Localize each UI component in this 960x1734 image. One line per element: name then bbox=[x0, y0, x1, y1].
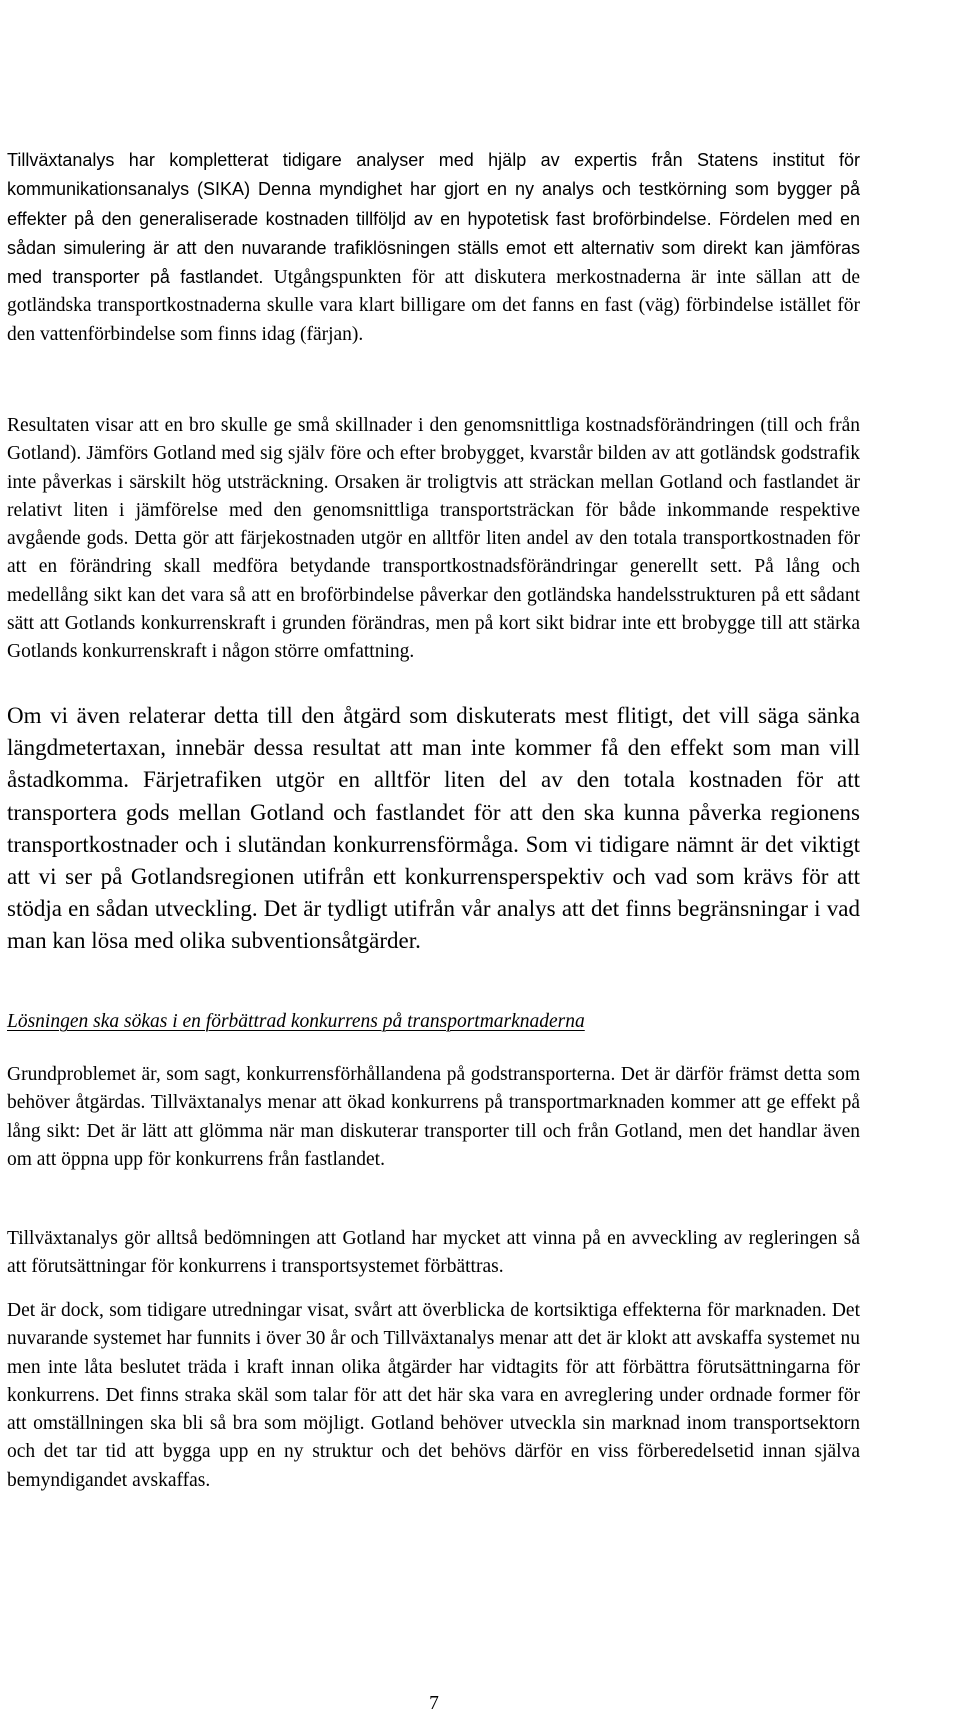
paragraph-assessment: Tillväxtanalys gör alltså bedömningen att Gotland har mycket att vinna på en avveckling av regleringen så att förutsättningar för konkurrens i transportsystemet förbättras. bbox=[7, 1228, 860, 1278]
page-number: 7 bbox=[429, 1693, 439, 1714]
paragraph-core-problem: Grundproblemet är, som sagt, konkurrensförhållandena på godstransporterna. Det är därför främst detta som behöver åtgärdas. Tillväxtanalys menar att ökad konkurrens på transportmarknaden kommer att ge effekt på lång sikt: Det är lätt att glömma när man diskuterar transporter till och från Gotland, men det handlar även om att öppna upp för konkurrens från fastlandet. bbox=[7, 1064, 860, 1170]
paragraph-simulation bbox=[7, 146, 860, 349]
section-heading: Lösningen ska sökas i en förbättrad konkurrens på transportmarknaderna bbox=[7, 1011, 585, 1032]
paragraph-simulation-sans-text: Tillväxtanalys har kompletterat tidigare analyser med hjälp av expertis från Statens institut för kommunikationsanalys (SIKA) Denna myndighet har gjort en ny analys och testkörning som bygger på effekter på den generaliserade kostnaden tillföljd av en hypotetisk fast broförbindelse. Fördelen med en sådan simulering är att den nuvarande trafiklösningen ställs emot ett alternativ som direkt kan jämföras med transporter på fastlandet. bbox=[7, 150, 860, 288]
paragraph-results: Resultaten visar att en bro skulle ge små skillnader i den genomsnittliga kostnadsförändringen (till och från Gotland). Jämförs Gotland med sig själv före och efter brobygget, kvarstår bilden av att gotländsk godstrafik inte påverkas i särskilt hög utsträckning. Orsaken är troligtvis att sträckan mellan Gotland och fastlandet är relativt liten i jämförelse med den genomsnittliga transportsträckan för både inkommande respektive avgående gods. Detta gör att färjekostnaden utgör en alltför liten andel av den totala transportkostnaden för att en förändring skall medföra betydande transportkostnadsförändringar generellt sett. På lång och medellång sikt kan det vara så att en broförbindelse påverkar den gotländska handelsstrukturen på ett sådant sätt att Gotlands konkurrenskraft i grunden förändras, men på kort sikt bidrar inte ett brobygge till att stärka Gotlands konkurrenskraft i någon större omfattning. bbox=[7, 415, 860, 663]
paragraph-simulation-serif-text: Utgångspunkten för att diskutera merkostnaderna är inte sällan att de gotländska transportkostnaderna skulle vara klart billigare om det fanns en fast (väg) förbindelse istället för den vattenförbindelse som finns idag (färjan). bbox=[7, 267, 860, 345]
paragraph-length-fee: Om vi även relaterar detta till den åtgärd som diskuterats mest flitigt, det vill säga sänka längdmetertaxan, innebär dessa resultat att man inte kommer få den effekt som man vill åstadkomma. Färjetrafiken utgör en alltför liten del av den totala kostnaden för att transportera gods mellan Gotland och fastlandet för att den ska kunna påverka regionens transportkostnader och i slutändan konkurrensförmåga. Som vi tidigare nämnt är det viktigt att vi ser på Gotlandsregionen utifrån ett konkurrensperspektiv och vad som krävs för att stödja en sådan utveckling. Det är tydligt utifrån vår analys att det finns begränsningar i vad man kan lösa med olika subventionsåtgärder. bbox=[7, 703, 860, 954]
paragraph-deregulation: Det är dock, som tidigare utredningar visat, svårt att överblicka de kortsiktiga effekterna för marknaden. Det nuvarande systemet har funnits i över 30 år och Tillväxtanalys menar att det är klokt att avskaffa systemet nu men inte låta beslutet träda i kraft innan olika åtgärder har vidtagits för att förbättra förutsättningarna för konkurrens. Det finns straka skäl som talar för att det här ska vara en avreglering under ordnade former för att omställningen ska bli så bra som möjligt. Gotland behöver utveckla sin marknad inom transportsektorn och det tar tid att bygga upp en ny struktur och det behövs därför en viss förberedelsetid innan själva bemyndigandet avskaffas. bbox=[7, 1300, 860, 1491]
